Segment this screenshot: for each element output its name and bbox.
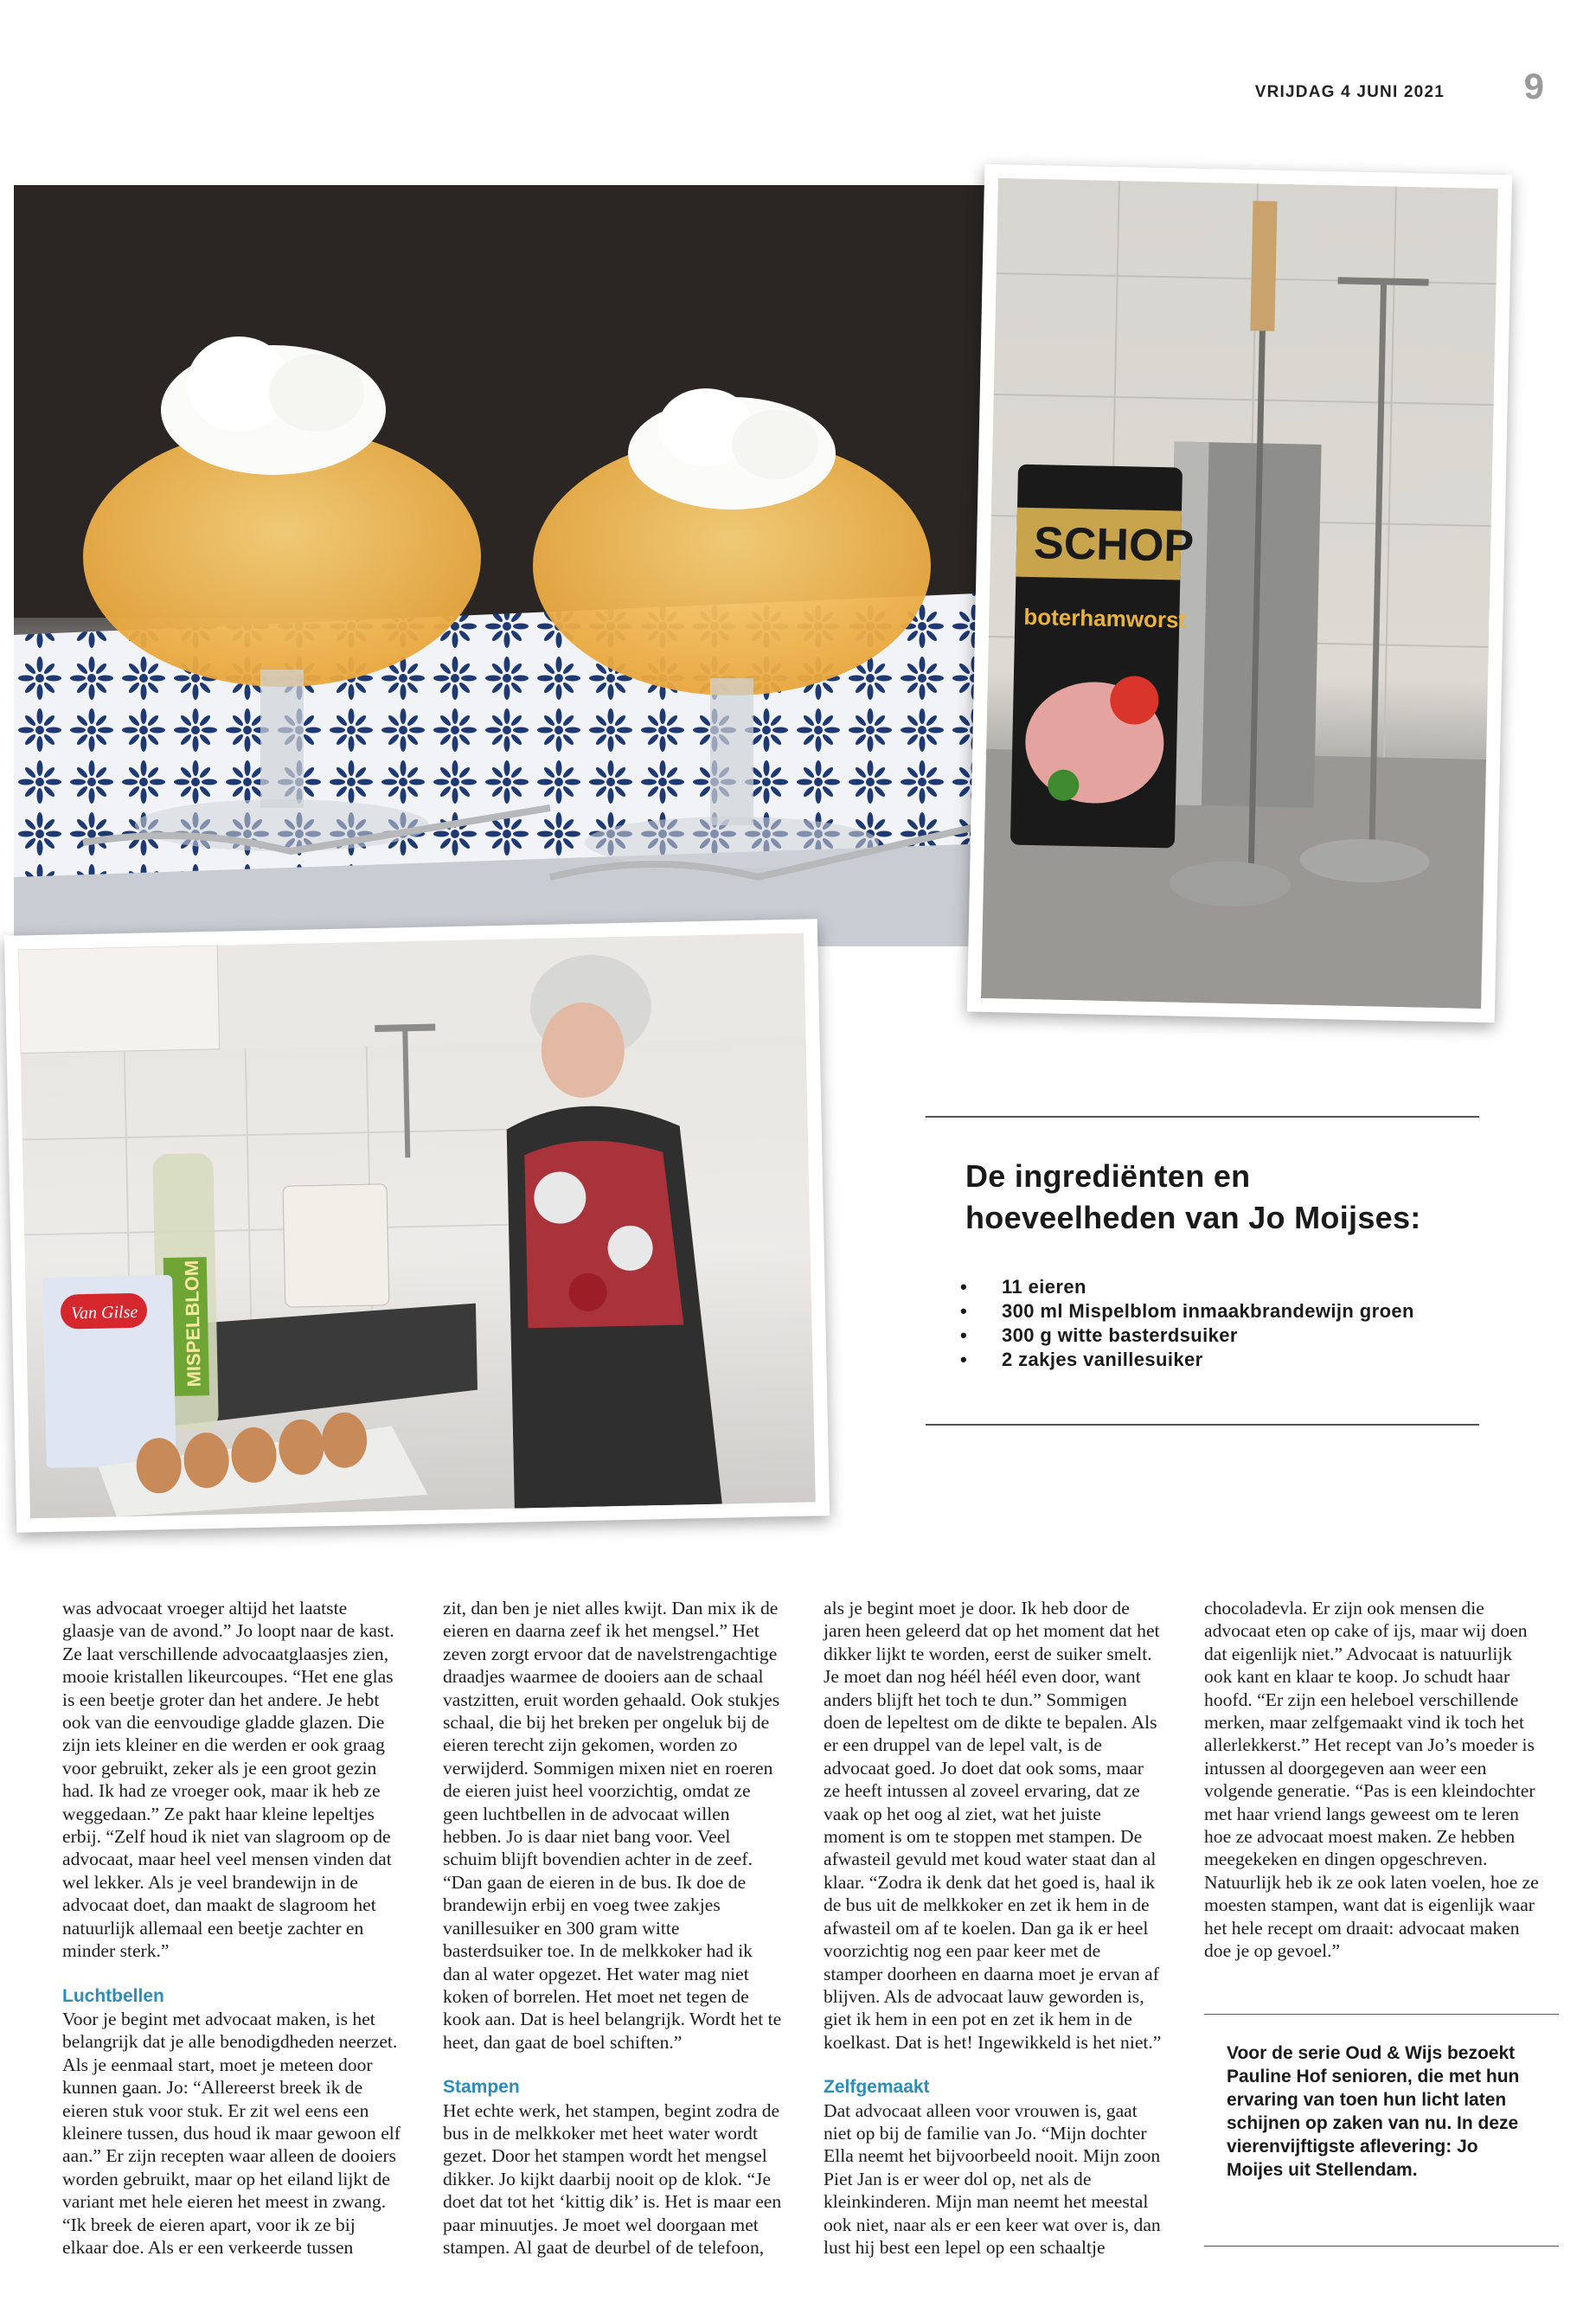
paragraph: was advocaat vroeger altijd het laatste glaasje van de avond.” Jo loopt naar de kast. Ze laat verschillende advocaatglaasjes zien, mooie kristallen likeurcoupes. “Het ene glas is een beetje groter dan het andere. Je hebt ook van die eenvoudige gladde glazen. Die zijn iets kleiner en die werden er ook graag voor gebruikt, zeker als je een groot gezin had. Ik had ze vroeger ook, maar ik heb ze weggedaan.” Ze pakt haar kleine lepeltjes erbij. “Zelf houd ik niet van slagroom op de advocaat, maar heel veel mensen vinden dat wel lekker. Als je veel brandewijn in de advocaat doet, dan maakt de slagroom het natuurlijk allemaal een beetje zachter en minder sterk.” xyxy=(62,1598,394,1962)
ingredient-list xyxy=(960,1275,1462,1372)
issue-date: VRIJDAG 4 JUNI 2021 xyxy=(1254,83,1445,101)
ingredient-item: • 11 eieren xyxy=(960,1275,1462,1299)
paragraph: chocoladevla. Er zijn ook mensen die advocaat eten op cake of ijs, maar wij doen dat eigenlijk niet.” Advocaat is natuurlijk ook kant en klaar te koop. Jo schudt haar hoofd. “Er zijn een heleboel verschillende merken, maar zelfgemaakt vind ik toch het allerlekkerst.” Het recept van Jo’s moeder is intussen al doorgegeven aan weer een volgende generatie. “Pas is een kleindochter met haar vriend langs geweest om te leren hoe ze advocaat moest maken. Ze hebben meegekeken en dingen opgeschreven. Natuurlijk heb ik ze ook laten voelen, hoe ze moesten stampen, want dat is eigenlijk waar het hele recept om draait: advocaat maken doe je op gevoel.” xyxy=(1204,1598,1539,1962)
cook-illustration xyxy=(18,933,816,1519)
article-column-3 xyxy=(824,1597,1163,2259)
paragraph: Dat advocaat alleen voor vrouwen is, gaat niet op bij de familie van Jo. “Mijn dochter Ella neemt het bijvoorbeeld nooit. Mijn zoon Piet Jan is er weer dol op, net als de kleinkinderen. Mijn man neemt het meestal ook niet, naar als er een keer wat over is, dan lust hij best een lepel op een schaaltje xyxy=(824,2099,1161,2258)
article-column-4 xyxy=(1204,1597,1543,1963)
serie-credit: Voor de serie Oud & Wijs bezoekt Pauline Hof senioren, die met hun ervaring van toen hun licht laten schijnen op zaken van nu. In deze vierenvijftigste aflevering: Jo Moijes uit Stellendam. xyxy=(1227,2043,1520,2180)
cook-photo xyxy=(4,919,830,1533)
ingredient-item: • 300 ml Mispelblom inmaakbrandewijn groen xyxy=(960,1299,1462,1324)
serie-top-rule xyxy=(1204,2014,1559,2015)
subheading: Zelfgemaakt xyxy=(824,2077,930,2098)
infobox-title xyxy=(965,1156,1450,1239)
paragraph: Het echte werk, het stampen, begint zodra de bus in de melkkoker met heet water wordt gezet. Door het stampen wordt het mengsel dikker. Jo kijkt daarbij nooit op de klok. “Je doet dat tot het ‘kittig dik’ is. Het is maar een paar minuutjes. Je moet wel doorgaan met stampen. Al gaat de deurbel of de telefoon, xyxy=(443,2099,782,2258)
sugar-brand: Van Gilse xyxy=(70,1302,138,1324)
infobox-bottom-rule xyxy=(926,1424,1479,1426)
ingredients-photo xyxy=(967,164,1512,1023)
page-number: 9 xyxy=(1523,66,1544,106)
subheading: Stampen xyxy=(443,2077,520,2098)
subheading: Luchtbellen xyxy=(62,1985,164,2006)
can-product: boterhamworst xyxy=(1023,603,1187,633)
dessert-illustration xyxy=(14,185,1017,946)
ingredient-item: • 300 g witte basterdsuiker xyxy=(960,1324,1462,1348)
ingredients-illustration xyxy=(981,178,1498,1009)
infobox-title-line2: hoeveelheden van Jo Moijses: xyxy=(965,1200,1421,1235)
paragraph: zit, dan ben je niet alles kwijt. Dan mix ik de eieren en daarna zeef ik het mengsel.” Het zeven zorgt ervoor dat de navelstrengachtige draadjes waarmee de dooiers aan de schaal vastzitten, eruit worden gehaald. Ook stukjes schaal, die bij het breken per ongeluk bij de eieren terecht zijn gekomen, worden zo verwijderd. Sommigen mixen niet en roeren de eieren juist heel voorzichtig, omdat ze geen luchtbellen in de advocaat willen hebben. Jo is daar niet bang voor. Veel schuim blijft bovendien achter in de zeef. “Dan gaan de eieren in de bus. Ik doe de brandewijn erbij en voeg twee zakjes vanillesuiker en 300 gram witte basterdsuiker toe. In de melkkoker had ik dan al water opgezet. Het water mag niet koken of borrelen. Het moet net tegen de kook aan. Dat is heel belangrijk. Wordt het te heet, dan gaat de boel schiften.” xyxy=(443,1598,782,2053)
bottle-label: MISPELBLOM xyxy=(180,1259,205,1388)
paragraph: als je begint moet je door. Ik heb door de jaren heen geleerd dat op het moment dat het dikker lijkt te worden, eerst de suiker smelt. Je moet dan nog héél héél even door, want anders blijft het toch te dun.” Sommigen doen de lepeltest om de dikte te bepalen. Als er een druppel van de lepel valt, is de advocaat goed. Jo doet dat ook soms, maar ze heeft intussen al zoveel ervaring, dat ze vaak op het oog al ziet, wat het juiste moment is om te stoppen met stampen. De afwasteil gevuld met koud water staat dan al klaar. “Zodra ik denk dat het goed is, haal ik de bus uit de melkkoker en zet ik hem in de afwasteil om af te koelen. Dan ga ik er heel voorzichtig nog een paar keer met de stamper doorheen en daarna moet je ervan af blijven. Als de advocaat lauw geworden is, giet ik hem in een pot en zet ik hem in de koelkast. Dat is het! Ingewikkeld is het niet.” xyxy=(824,1598,1162,2053)
dessert-photo xyxy=(14,185,1017,946)
ingredient-item: • 2 zakjes vanillesuiker xyxy=(960,1348,1462,1372)
article-column-1 xyxy=(62,1597,401,2259)
infobox-top-rule xyxy=(926,1116,1479,1118)
article-column-2 xyxy=(443,1597,782,2259)
can-brand: SCHOP xyxy=(1033,518,1195,572)
serie-bottom-rule xyxy=(1204,2246,1559,2247)
infobox-title-line1: De ingrediënten en xyxy=(965,1158,1251,1194)
paragraph: Voor je begint met advocaat maken, is het belangrijk dat je alle benodigdheden neerzet. Als je eenmaal start, moet je meteen door kunnen gaan. Jo: “Allereerst breek ik de eieren stuk voor stuk. Er zit wel eens een kleinere tussen, dus houd ik maar gewoon elf aan.” Er zijn recepten waar alleen de dooiers worden gebruikt, maar op het eiland lijkt de variant met hele eieren het meest in zwang. “Ik breek de eieren apart, voor ik ze bij elkaar doe. Als er een verkeerde tussen xyxy=(62,2008,401,2258)
